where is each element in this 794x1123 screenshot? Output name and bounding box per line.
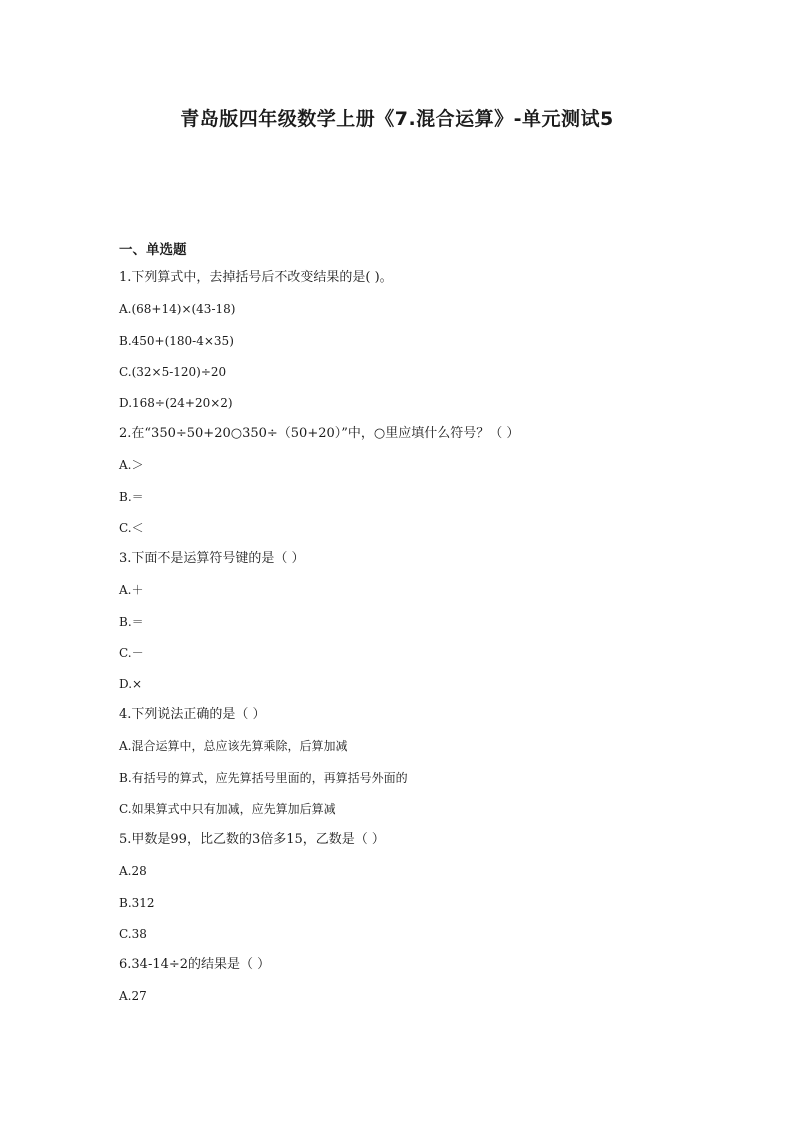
question-5-option-b: B.312 (119, 896, 155, 910)
question-3-option-c: C.－ (119, 646, 144, 660)
question-5-stem: 5.甲数是99，比乙数的3倍多15，乙数是（ ） (119, 832, 385, 847)
question-1-option-b: B.450+(180-4×35) (119, 334, 234, 348)
question-6-stem: 6.34-14÷2的结果是（ ） (119, 957, 271, 972)
question-2-option-c: C.＜ (119, 521, 144, 535)
question-1-option-c: C.(32×5-120)÷20 (119, 365, 227, 379)
question-6-option-a: A.27 (119, 989, 147, 1003)
question-4-option-c: C.如果算式中只有加减，应先算加后算减 (119, 802, 336, 816)
question-3-option-d: D.× (119, 677, 143, 691)
question-2-stem: 2.在“350÷50+20○350÷（50+20）”中，○里应填什么符号？（ ） (119, 426, 520, 441)
question-4-stem: 4.下列说法正确的是（ ） (119, 707, 266, 722)
question-2-option-b: B.＝ (119, 490, 144, 504)
question-3-option-a: A.＋ (119, 583, 144, 597)
question-2-option-a: A.＞ (119, 458, 144, 472)
section-heading: 一、单选题 (119, 242, 187, 258)
question-3-stem: 3.下面不是运算符号键的是（ ） (119, 551, 305, 566)
document-title: 青岛版四年级数学上册《7.混合运算》-单元测试5 (180, 108, 614, 130)
question-5-option-a: A.28 (119, 864, 147, 878)
question-5-option-c: C.38 (119, 927, 147, 941)
question-4-option-b: B.有括号的算式，应先算括号里面的，再算括号外面的 (119, 771, 408, 785)
question-1-stem: 1.下列算式中，去掉括号后不改变结果的是( )。 (119, 270, 393, 285)
question-1-option-a: A.(68+14)×(43-18) (119, 302, 236, 316)
question-3-option-b: B.＝ (119, 615, 144, 629)
question-4-option-a: A.混合运算中，总应该先算乘除，后算加减 (119, 739, 348, 753)
question-1-option-d: D.168÷(24+20×2) (119, 396, 233, 410)
